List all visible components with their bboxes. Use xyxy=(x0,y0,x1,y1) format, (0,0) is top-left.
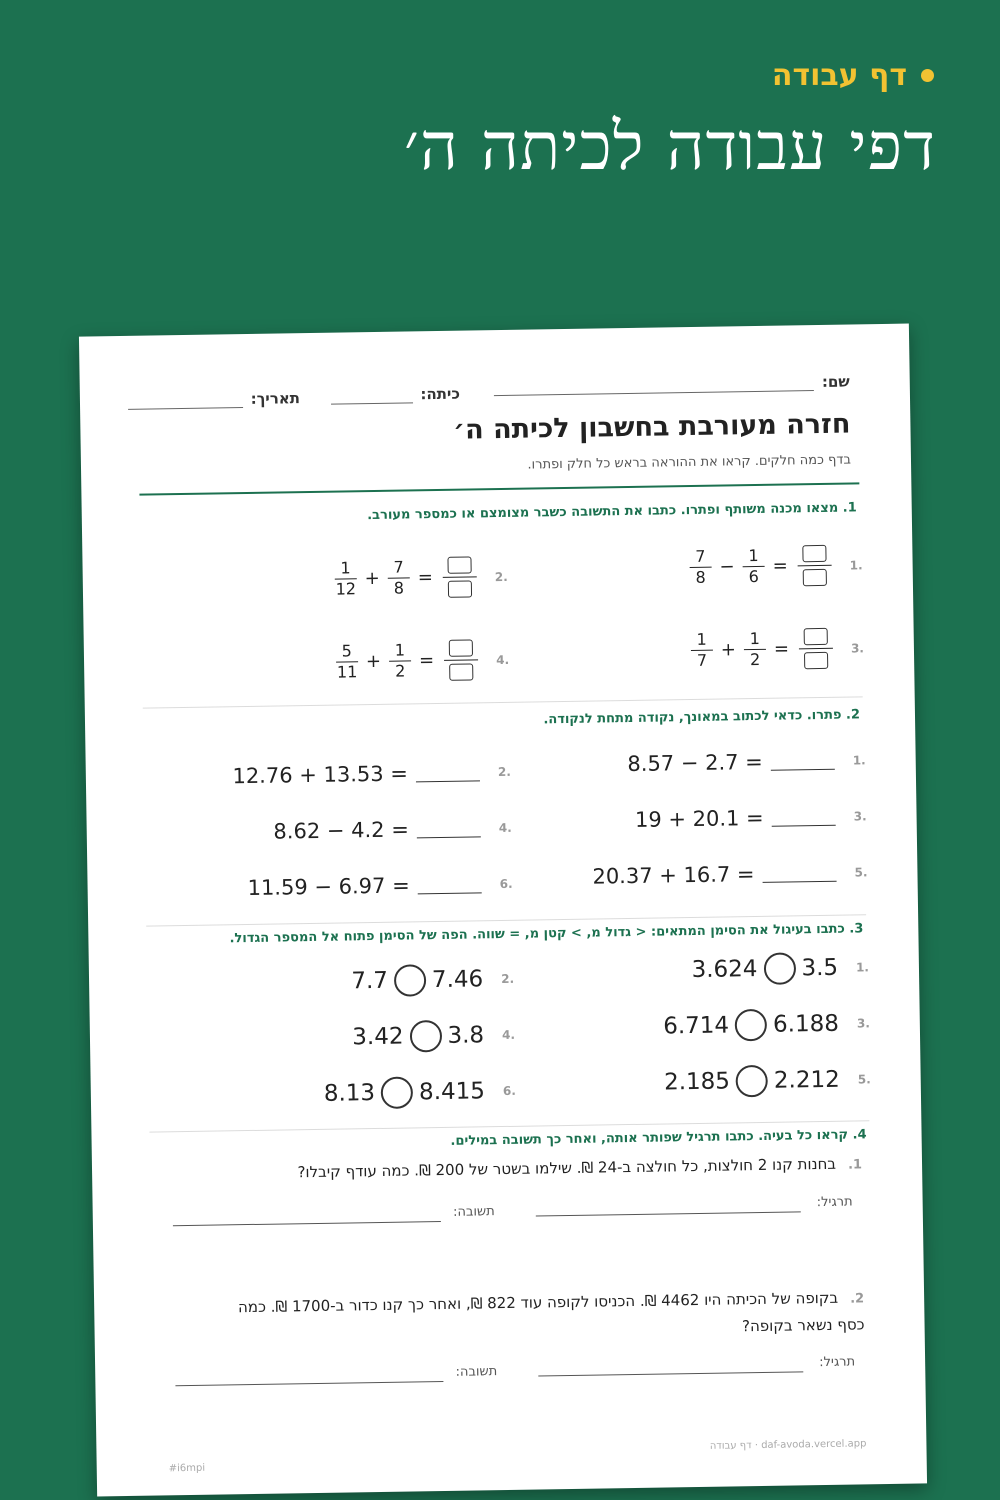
fraction-item-2 xyxy=(330,556,508,600)
equals-sign: = xyxy=(417,567,434,589)
item-number: 3. xyxy=(856,1016,870,1031)
fraction-item-4 xyxy=(332,639,510,683)
item-number: 1. xyxy=(852,753,866,768)
worksheet-subtitle: בדף כמה חלקים. קראו את ההוראה בראש כל חלק ופתרו. xyxy=(527,452,852,473)
expression: 8.62 − 4.2 = xyxy=(273,817,409,844)
header-divider xyxy=(139,482,859,495)
operator: + xyxy=(365,650,382,673)
exercise-label: תרגיל: xyxy=(819,1354,856,1371)
section4-title: 4. קראו כל בעיה. כתבו תרגיל שפותר אותה, ואחר כך תשובה במילים. xyxy=(450,1127,867,1149)
fraction-b: $\frac{7}{8}$ xyxy=(387,559,410,598)
equals-sign: = xyxy=(773,638,790,660)
item-number: 4. xyxy=(498,820,512,836)
compare-right: 3.8 xyxy=(447,1022,485,1049)
fraction-a: $\frac{1}{7}$ xyxy=(691,631,714,670)
item-number: 3. xyxy=(850,640,865,656)
date-label: תאריך: xyxy=(250,389,301,408)
class-label: כיתה: xyxy=(420,384,461,404)
compare-right: 8.415 xyxy=(418,1078,486,1106)
answer-line[interactable] xyxy=(175,1381,443,1386)
compare-circle[interactable] xyxy=(409,1020,441,1052)
exercise-line[interactable] xyxy=(538,1371,803,1376)
decimal-item-4 xyxy=(273,816,512,844)
item-number: 1. xyxy=(855,960,870,975)
word-problem-2 xyxy=(214,1284,865,1347)
compare-left: 3.42 xyxy=(352,1023,404,1051)
bullet-dot-icon xyxy=(921,69,934,82)
section2-title: 2. פתרו. כדאי לכתוב במאונך, נקודה מתחת לנקודה. xyxy=(543,707,861,728)
compare-left: 7.7 xyxy=(351,967,389,995)
fraction-b: $\frac{1}{2}$ xyxy=(389,642,412,681)
compare-item-1 xyxy=(691,951,869,986)
equals-sign: = xyxy=(772,555,788,577)
item-number: 2. xyxy=(501,971,515,987)
compare-item-6 xyxy=(324,1075,516,1110)
answer-blank[interactable] xyxy=(417,819,481,838)
date-field[interactable] xyxy=(128,389,301,410)
footer-site: דף עבודה · daf-avoda.vercel.app xyxy=(709,1438,867,1452)
operator: + xyxy=(720,639,737,661)
operator: − xyxy=(719,556,735,578)
section3-title: 3. כתבו בעיגול את הסימן המתאים: < גדול מ, > קטן מ, = שווה. הפה של הסימן פתוח אל המספר הגדול. xyxy=(229,921,864,947)
name-field[interactable] xyxy=(494,372,850,396)
equals-sign: = xyxy=(418,650,435,672)
worksheet-title: חזרה מעורבת בחשבון לכיתה ה׳ xyxy=(452,408,851,446)
compare-right: 6.188 xyxy=(772,1010,840,1038)
date-line[interactable] xyxy=(128,390,243,410)
name-label: שם: xyxy=(821,372,850,391)
compare-left: 8.13 xyxy=(323,1080,376,1107)
answer-blank[interactable] xyxy=(418,875,482,894)
item-number: 6. xyxy=(502,1083,516,1099)
answer-blank[interactable] xyxy=(771,752,835,771)
fraction-b: $\frac{1}{6}$ xyxy=(742,547,765,586)
decimal-item-6 xyxy=(247,872,512,900)
item-number: 1. xyxy=(849,557,863,573)
decimal-item-5 xyxy=(592,860,867,888)
decimal-item-1 xyxy=(627,748,866,776)
brand-text: דף עבודה xyxy=(771,58,907,93)
compare-circle[interactable] xyxy=(394,964,426,996)
item-number: 2. xyxy=(497,764,511,780)
fraction-a: $\frac{7}{8}$ xyxy=(689,548,712,587)
answer-fraction-boxes[interactable] xyxy=(797,545,832,587)
problem-number: 1. xyxy=(847,1157,863,1173)
compare-item-5 xyxy=(664,1063,871,1098)
compare-item-4 xyxy=(352,1019,515,1054)
item-number: 5. xyxy=(854,865,868,880)
expression: 11.59 − 6.97 = xyxy=(247,873,410,901)
compare-right: 2.212 xyxy=(773,1066,840,1094)
compare-right: 3.5 xyxy=(801,954,839,982)
fraction-b: $\frac{1}{2}$ xyxy=(744,630,767,669)
section1-title: 1. מצאו מכנה משותף ופתרו. כתבו את התשובה כשבר מצומצם או כמספר מעורב. xyxy=(367,500,857,524)
answer-fraction-boxes[interactable] xyxy=(444,639,479,681)
answer-blank[interactable] xyxy=(416,763,480,782)
problem-number: 2. xyxy=(850,1291,865,1307)
brand-label xyxy=(772,58,934,93)
expression: 19 + 20.1 = xyxy=(634,805,764,832)
compare-circle[interactable] xyxy=(381,1076,413,1108)
item-number: 2. xyxy=(494,569,508,584)
answer-fraction-boxes[interactable] xyxy=(443,556,478,598)
answer-label: תשובה: xyxy=(452,1204,495,1220)
item-number: 6. xyxy=(499,876,513,892)
expression: 8.57 − 2.7 = xyxy=(627,749,763,777)
answer-label: תשובה: xyxy=(455,1364,498,1380)
fraction-item-1 xyxy=(685,544,863,588)
compare-left: 3.624 xyxy=(691,956,758,984)
exercise-label: תרגיל: xyxy=(816,1194,853,1211)
expression: 12.76 + 13.53 = xyxy=(232,761,409,789)
compare-left: 6.714 xyxy=(663,1012,730,1040)
item-number: 4. xyxy=(501,1027,516,1043)
class-field[interactable] xyxy=(330,385,460,405)
answer-fraction-boxes[interactable] xyxy=(799,628,834,670)
worksheet-paper xyxy=(79,324,927,1497)
class-line[interactable] xyxy=(330,385,412,404)
item-number: 3. xyxy=(853,809,867,824)
fraction-a: $\frac{1}{12}$ xyxy=(335,558,357,599)
problem-text: בקופה של הכיתה היו 4462 ₪. הכניסו לקופה עוד 822 ₪, ואחר כך קנו כדור ב-1700 ₪. כמה כסף נשאר בקופה? xyxy=(237,1288,865,1336)
compare-circle[interactable] xyxy=(735,1009,767,1041)
section-divider xyxy=(143,696,863,708)
answer-line[interactable] xyxy=(173,1221,441,1226)
decimal-item-2 xyxy=(232,760,511,788)
hero-title: דפי עבודה לכיתה ה׳ xyxy=(403,108,936,185)
compare-circle[interactable] xyxy=(763,952,795,984)
expression: 20.37 + 16.7 = xyxy=(592,862,755,889)
exercise-line[interactable] xyxy=(536,1211,801,1216)
compare-item-3 xyxy=(663,1007,870,1042)
operator: + xyxy=(364,567,380,590)
word-problem-1 xyxy=(162,1150,862,1188)
compare-circle[interactable] xyxy=(736,1065,768,1097)
fraction-a: $\frac{5}{11}$ xyxy=(336,641,358,682)
item-number: 4. xyxy=(496,652,510,667)
compare-right: 7.46 xyxy=(431,966,484,994)
decimal-item-3 xyxy=(635,804,867,832)
name-line[interactable] xyxy=(494,373,814,396)
fraction-item-3 xyxy=(687,627,865,671)
problem-text: בחנות קנו 2 חולצות, כל חולצה ב-24 ₪. שילמו בשטר של 200 ₪. כמה עודף קיבלו? xyxy=(297,1154,837,1182)
compare-item-2 xyxy=(351,963,514,998)
item-number: 5. xyxy=(857,1072,871,1087)
answer-blank[interactable] xyxy=(762,864,836,883)
footer-code: #i6mpi xyxy=(168,1462,206,1475)
compare-left: 2.185 xyxy=(663,1068,731,1096)
answer-blank[interactable] xyxy=(772,808,836,827)
